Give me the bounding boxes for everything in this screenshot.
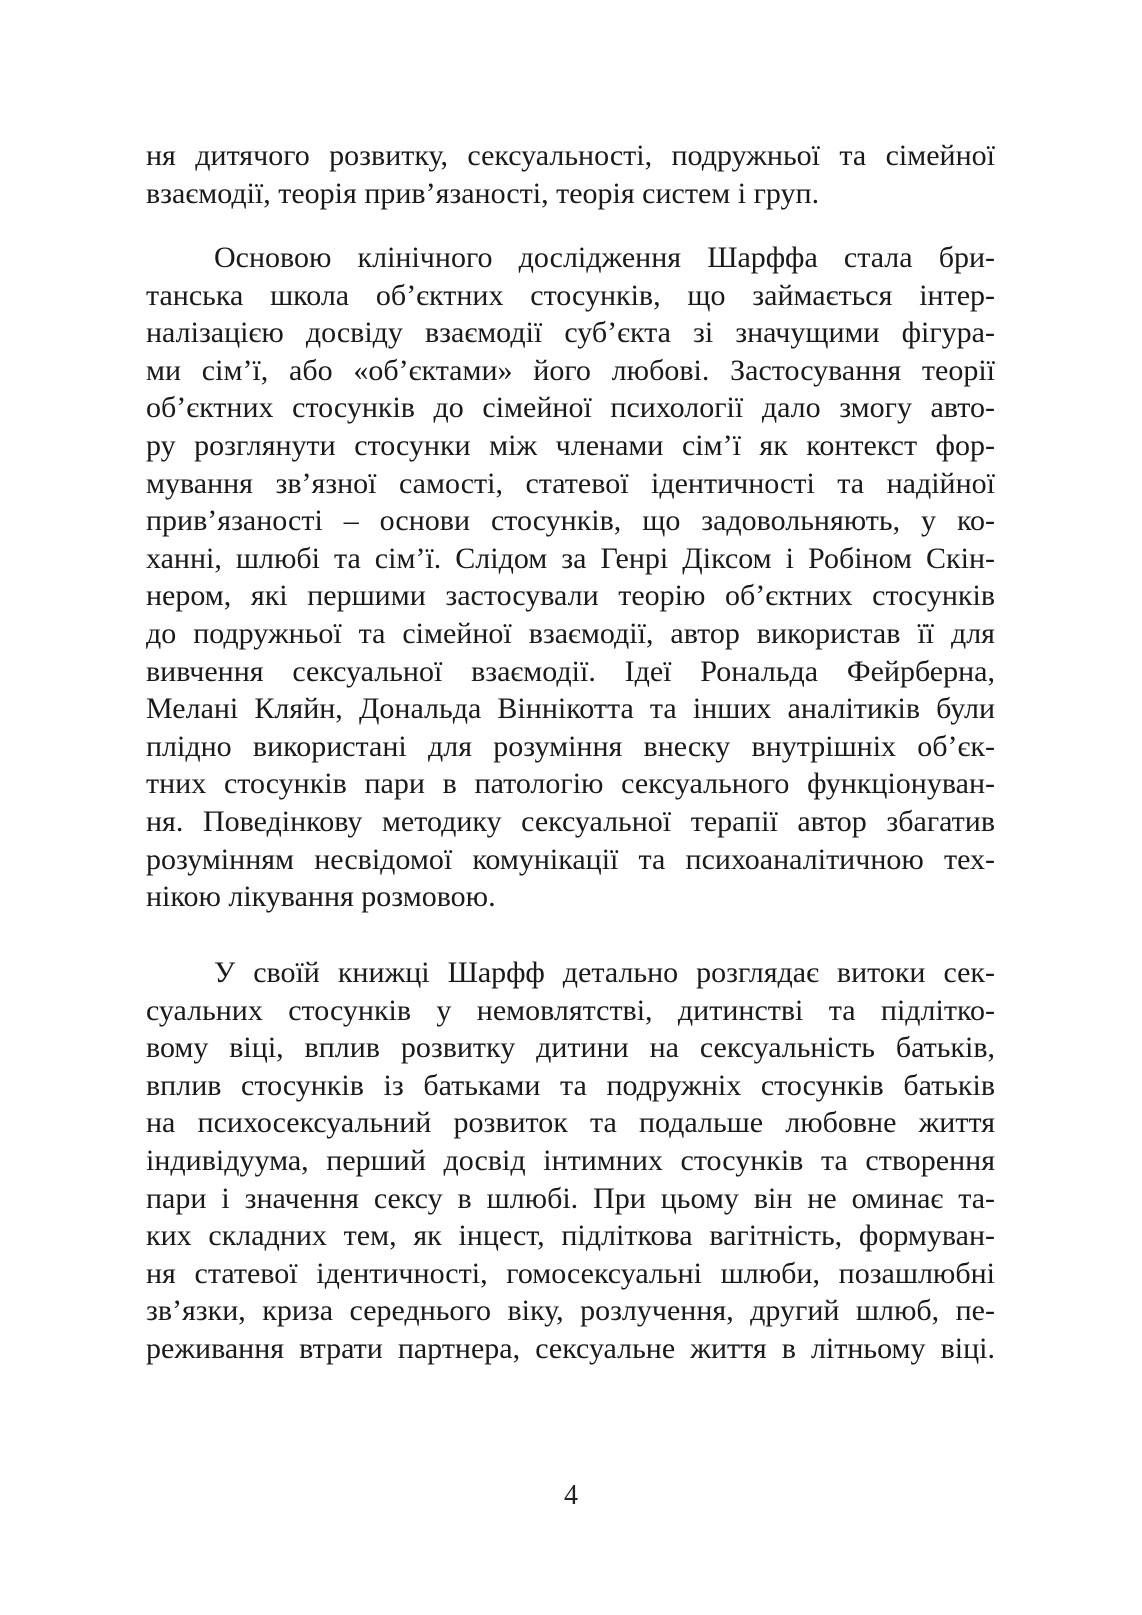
page-number: 4 xyxy=(564,1480,578,1511)
paragraph-2 xyxy=(146,239,995,916)
text-line: Мелані Кляйн, Дональда Віннікотта та інших аналітиків були xyxy=(146,692,995,726)
text-line: ру розглянути стосунки між членами сім’ї як контекст фор- xyxy=(146,428,995,462)
text-line: ня статевої ідентичності, гомосексуальні шлюби, позашлюбні xyxy=(146,1256,995,1290)
text-line: індивідуума, перший досвід інтимних стосунків та створення xyxy=(146,1143,995,1177)
text-line: об’єктних стосунків до сімейної психології дало змогу авто- xyxy=(146,391,995,425)
text-line: плідно використані для розуміння внеску внутрішніх об’єк- xyxy=(146,729,995,763)
text-line: мування зв’язної самості, статевої ідентичності та надійної xyxy=(146,466,995,500)
text-line: розумінням несвідомої комунікації та психоаналітичною тех- xyxy=(146,842,995,876)
text-line: зв’язки, криза середнього віку, розлучення, другий шлюб, пе- xyxy=(146,1294,995,1328)
text-line: взаємодії, теорія прив’язаності, теорія систем і груп. xyxy=(146,176,820,210)
text-line: на психосексуальний розвиток та подальше любовне життя xyxy=(146,1106,995,1140)
text-line: нікою лікування розмовою. xyxy=(146,880,496,914)
paragraph-3 xyxy=(146,954,995,1368)
text-line: до подружньої та сімейної взаємодії, автор використав її для xyxy=(146,616,995,650)
text-line: прив’язаності – основи стосунків, що задовольняють, у ко- xyxy=(146,504,995,538)
text-line: танська школа об’єктних стосунків, що займається інтер- xyxy=(146,278,995,312)
text-line: суальних стосунків у немовлятстві, дитинстві та підлітко- xyxy=(146,993,995,1027)
text-line: вивчення сексуальної взаємодії. Ідеї Рональда Фейрберна, xyxy=(146,654,995,688)
text-line: ких складних тем, як інцест, підліткова вагітність, формуван- xyxy=(146,1219,995,1253)
text-line: ня дитячого розвитку, сексуальності, подружньої та сімейної xyxy=(146,139,995,172)
text-line: У своїй книжці Шарфф детально розглядає витоки сек- xyxy=(214,956,995,989)
text-line: нером, які першими застосували теорію об’єктних стосунків xyxy=(146,579,995,613)
text-line: вплив стосунків із батьками та подружніх стосунків батьків xyxy=(146,1068,995,1102)
text-line: тних стосунків пари в патологію сексуального функціонуван- xyxy=(146,767,995,801)
text-line: реживання втрати партнера, сексуальне життя в літньому віці. xyxy=(146,1331,995,1365)
text-line: Основою клінічного дослідження Шарффа стала бри- xyxy=(214,241,995,274)
text-line: ня. Поведінкову методику сексуальної терапії автор збагатив xyxy=(146,804,995,838)
text-line: вому віці, вплив розвитку дитини на сексуальність батьків, xyxy=(146,1031,995,1065)
text-line: ханні, шлюбі та сім’ї. Слідом за Генрі Діксом і Робіном Скін- xyxy=(146,541,995,575)
paragraph-1 xyxy=(146,137,995,212)
text-line: пари і значення сексу в шлюбі. При цьому він не оминає та- xyxy=(146,1181,995,1215)
text-line: налізацією досвіду взаємодії суб’єкта зі значущими фігура- xyxy=(146,316,995,350)
text-line: ми сім’ї, або «об’єктами» його любові. Застосування теорії xyxy=(146,353,995,387)
